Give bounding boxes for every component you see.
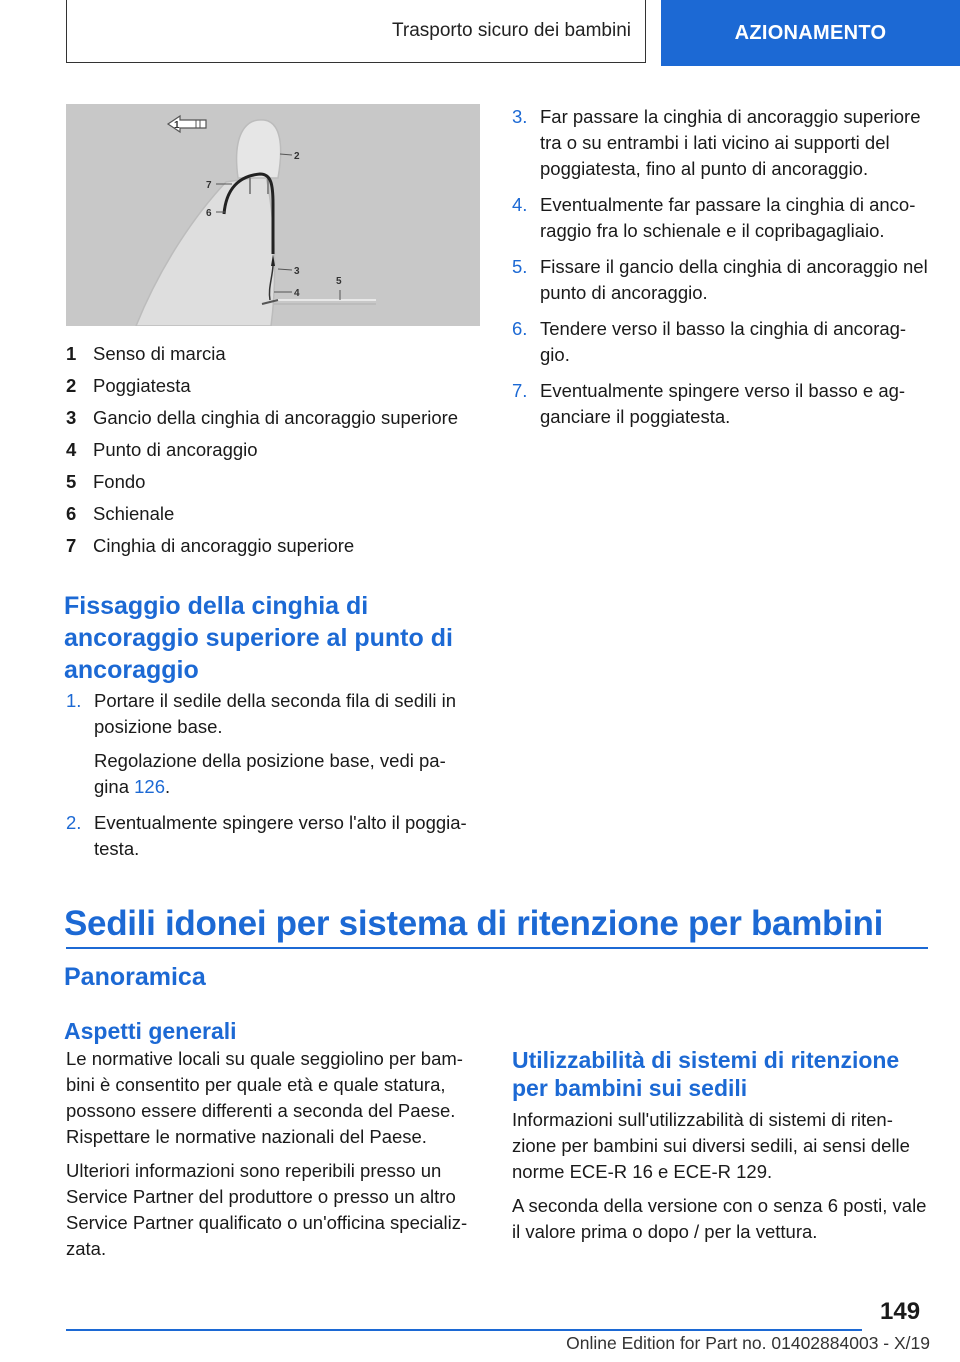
step-text: Eventualmente spingere verso l'alto il poggia-testa.	[94, 812, 467, 859]
reference-tail: .	[165, 776, 171, 797]
legend-number: 2	[66, 375, 77, 396]
step-item	[66, 810, 480, 862]
step-text: Eventualmente spingere verso il basso e ag-ganciare il poggiatesta.	[540, 380, 906, 427]
step-item	[512, 104, 932, 182]
legend-number: 1	[66, 343, 77, 364]
paragraph: Informazioni sull'utilizzabilità di sistemi di riten-zione per bambini sui diversi sedili, ai sensi delle norme ECE-R 16 e ECE-R 129.	[512, 1109, 910, 1182]
usability-heading: Utilizzabilità di sistemi di ritenzione per bambini sui sedili	[512, 1047, 900, 1101]
callout-6: 6	[206, 208, 212, 219]
headrest-anchor-figure	[66, 104, 480, 326]
chapter-title: Sedili idonei per sistema di ritenzione per bambini	[64, 904, 884, 943]
paragraph: Le normative locali su quale seggiolino per bam-bini è consentito per quale età e quale statura, possono essere differenti a seconda del Paese. Rispettare le normative nazionali del Paese.	[66, 1048, 463, 1147]
callout-5: 5	[336, 276, 342, 287]
footer-edition: Online Edition for Part no. 01402884003 - X/19	[566, 1333, 930, 1353]
reference-text: Regolazione della posizione base, vedi pa-gina	[94, 750, 446, 797]
step-item	[512, 192, 932, 244]
section-heading-fixing: Fissaggio della cinghia di ancoraggio superiore al punto di ancoraggio	[64, 592, 453, 684]
legend-item	[66, 402, 480, 434]
legend-number: 5	[66, 471, 77, 492]
step-text: Tendere verso il basso la cinghia di ancorag-gio.	[540, 318, 907, 365]
figure-legend	[66, 338, 480, 562]
legend-item	[66, 498, 480, 530]
legend-item	[66, 370, 480, 402]
step-item	[512, 254, 932, 306]
title-rule	[66, 947, 928, 949]
callout-3: 3	[294, 266, 300, 277]
step-item	[512, 378, 932, 430]
step-number: 1.	[66, 690, 82, 711]
legend-text: Poggiatesta	[93, 375, 191, 396]
step-number: 2.	[66, 812, 82, 833]
overview-heading: Panoramica	[64, 963, 206, 991]
running-header-section	[66, 0, 646, 63]
legend-number: 3	[66, 407, 77, 428]
legend-item	[66, 466, 480, 498]
legend-number: 7	[66, 535, 77, 556]
callout-1: 1	[174, 120, 180, 131]
step-number: 5.	[512, 256, 528, 277]
legend-text: Gancio della cinghia di ancoraggio superiore	[93, 407, 459, 428]
page-reference-link[interactable]: 126	[134, 776, 165, 797]
header-chapter-title: AZIONAMENTO	[734, 21, 887, 44]
usability-text	[512, 1107, 932, 1253]
step-text: Far passare la cinghia di ancoraggio superiore tra o su entrambi i lati vicino ai supporti del poggiatesta, fino al punto di ancoraggio.	[540, 106, 921, 179]
step-text: Eventualmente far passare la cinghia di anco-raggio fra lo schienale e il copribagagliaio.	[540, 194, 916, 241]
legend-item	[66, 338, 480, 370]
step-reference	[94, 748, 480, 800]
general-heading: Aspetti generali	[64, 1018, 237, 1044]
step-number: 4.	[512, 194, 528, 215]
legend-text: Punto di ancoraggio	[93, 439, 258, 460]
step-text: Portare il sedile della seconda fila di sedili in posizione base.	[94, 690, 456, 737]
legend-number: 6	[66, 503, 77, 524]
seat-diagram	[66, 104, 480, 326]
step-item	[512, 316, 932, 368]
steps-list-right	[512, 104, 932, 440]
paragraph: Ulteriori informazioni sono reperibili presso un Service Partner del produttore o presso un altro Service Partner qualificato o un'officina specializ-zata.	[66, 1160, 468, 1259]
legend-text: Cinghia di ancoraggio superiore	[93, 535, 355, 556]
step-number: 7.	[512, 380, 528, 401]
page-number: 149	[880, 1298, 921, 1325]
step-item	[66, 688, 480, 800]
legend-text: Senso di marcia	[93, 343, 226, 364]
step-text: Fissare il gancio della cinghia di ancoraggio nel punto di ancoraggio.	[540, 256, 928, 303]
callout-2: 2	[294, 151, 300, 162]
general-text	[66, 1046, 480, 1270]
callout-7: 7	[206, 180, 212, 191]
legend-item	[66, 530, 480, 562]
legend-text: Schienale	[93, 503, 175, 524]
step-number: 6.	[512, 318, 528, 339]
step-number: 3.	[512, 106, 528, 127]
header-section-title: Trasporto sicuro dei bambini	[391, 20, 631, 41]
running-header-chapter	[661, 0, 960, 66]
legend-text: Fondo	[93, 471, 146, 492]
steps-list-left	[66, 688, 480, 872]
callout-4: 4	[294, 288, 300, 299]
legend-item	[66, 434, 480, 466]
footer-rule	[66, 1329, 862, 1331]
paragraph: A seconda della versione con o senza 6 posti, vale il valore prima o dopo / per la vettura.	[512, 1195, 927, 1242]
legend-number: 4	[66, 439, 77, 460]
